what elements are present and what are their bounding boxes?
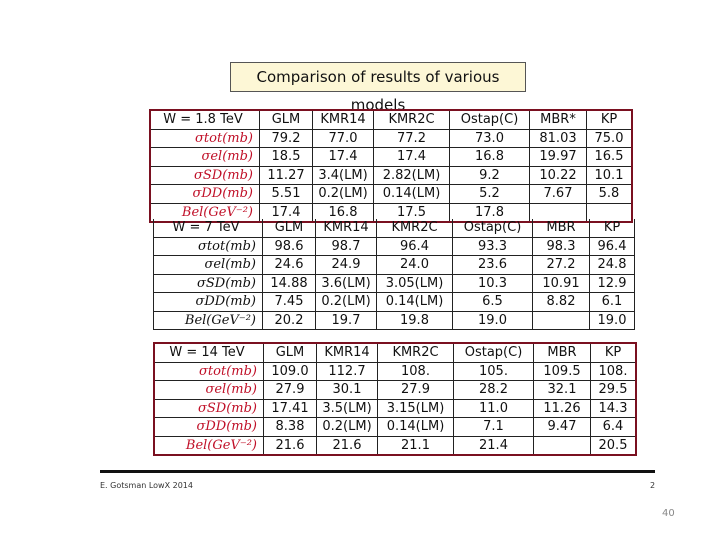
cell: 11.0	[454, 399, 534, 418]
table-row	[150, 185, 632, 204]
cell: 16.8	[450, 148, 530, 167]
cell: 20.5	[591, 436, 637, 455]
row-label: σSD(mb)	[154, 274, 263, 293]
results-table-14tev	[153, 342, 637, 456]
row-label: σDD(mb)	[154, 293, 263, 312]
cell: 17.5	[374, 203, 450, 222]
col-header-kmr14: KMR14	[316, 219, 377, 237]
cell: 27.9	[378, 381, 454, 400]
col-header-kp: KP	[590, 219, 635, 237]
cell: 21.4	[454, 436, 534, 455]
table-row	[150, 148, 632, 167]
col-header-kmr14: KMR14	[313, 110, 374, 129]
cell: 17.4	[374, 148, 450, 167]
col-header-ostap: Ostap(C)	[450, 110, 530, 129]
energy-label: W = 7 TeV	[154, 219, 263, 237]
cell: 24.6	[263, 256, 316, 275]
table-row	[154, 399, 636, 418]
cell: 17.4	[260, 203, 313, 222]
cell: 3.6(LM)	[316, 274, 377, 293]
cell: 11.26	[534, 399, 591, 418]
row-label: σSD(mb)	[154, 399, 264, 418]
cell: 3.05(LM)	[377, 274, 453, 293]
cell: 79.2	[260, 129, 313, 148]
cell: 17.41	[264, 399, 317, 418]
results-table-1-8tev	[149, 109, 633, 223]
col-header-ostap: Ostap(C)	[454, 343, 534, 362]
cell: 3.15(LM)	[378, 399, 454, 418]
cell: 93.3	[453, 237, 533, 256]
table-header-row	[150, 110, 632, 129]
cell: 14.88	[263, 274, 316, 293]
col-header-mbr: MBR*	[530, 110, 587, 129]
table-row	[150, 166, 632, 185]
col-header-kmr2c: KMR2C	[377, 219, 453, 237]
col-header-mbr: MBR	[533, 219, 590, 237]
slide-number: 40	[662, 508, 675, 519]
cell: 18.5	[260, 148, 313, 167]
table-row	[154, 362, 636, 381]
cell: 7.1	[454, 418, 534, 437]
cell: 3.4(LM)	[313, 166, 374, 185]
footer-page-number: 2	[650, 481, 656, 490]
row-label: Bel(GeV⁻²)	[154, 436, 264, 455]
row-label: σtot(mb)	[154, 237, 263, 256]
cell: 75.0	[587, 129, 633, 148]
cell: 96.4	[590, 237, 635, 256]
col-header-mbr: MBR	[534, 343, 591, 362]
cell: 17.4	[313, 148, 374, 167]
cell: 98.7	[316, 237, 377, 256]
row-label: Bel(GeV⁻²)	[150, 203, 260, 222]
table-row	[154, 274, 635, 293]
cell: 29.5	[591, 381, 637, 400]
cell: 108.	[378, 362, 454, 381]
cell: 21.6	[264, 436, 317, 455]
energy-label: W = 1.8 TeV	[150, 110, 260, 129]
cell: 23.6	[453, 256, 533, 275]
cell: 19.0	[453, 311, 533, 330]
cell: 28.2	[454, 381, 534, 400]
cell: 24.9	[316, 256, 377, 275]
cell: 0.2(LM)	[317, 418, 378, 437]
cell: 0.14(LM)	[378, 418, 454, 437]
cell: 5.8	[587, 185, 633, 204]
footer-author: E. Gotsman LowX 2014	[100, 481, 193, 490]
table-header-row	[154, 343, 636, 362]
results-table-7tev	[153, 219, 635, 330]
cell	[533, 311, 590, 330]
table-row	[154, 436, 636, 455]
row-label: Bel(GeV⁻²)	[154, 311, 263, 330]
cell: 14.3	[591, 399, 637, 418]
cell: 9.47	[534, 418, 591, 437]
row-label: σDD(mb)	[150, 185, 260, 204]
cell: 5.51	[260, 185, 313, 204]
cell: 24.0	[377, 256, 453, 275]
cell: 21.1	[378, 436, 454, 455]
cell: 2.82(LM)	[374, 166, 450, 185]
table-row	[154, 293, 635, 312]
cell: 30.1	[317, 381, 378, 400]
cell: 8.82	[533, 293, 590, 312]
cell: 81.03	[530, 129, 587, 148]
cell: 19.7	[316, 311, 377, 330]
cell: 9.2	[450, 166, 530, 185]
col-header-kmr2c: KMR2C	[374, 110, 450, 129]
table-row	[150, 129, 632, 148]
col-header-kp: KP	[587, 110, 633, 129]
cell: 11.27	[260, 166, 313, 185]
cell: 21.6	[317, 436, 378, 455]
table-row	[154, 381, 636, 400]
cell: 0.2(LM)	[316, 293, 377, 312]
cell: 108.	[591, 362, 637, 381]
cell: 6.1	[590, 293, 635, 312]
col-header-kmr2c: KMR2C	[378, 343, 454, 362]
col-header-ostap: Ostap(C)	[453, 219, 533, 237]
cell: 17.8	[450, 203, 530, 222]
row-label: σtot(mb)	[154, 362, 264, 381]
cell: 6.5	[453, 293, 533, 312]
cell: 10.91	[533, 274, 590, 293]
cell: 32.1	[534, 381, 591, 400]
col-header-glm: GLM	[263, 219, 316, 237]
cell: 20.2	[263, 311, 316, 330]
cell: 10.1	[587, 166, 633, 185]
cell: 19.8	[377, 311, 453, 330]
cell: 27.9	[264, 381, 317, 400]
table-header-row	[154, 219, 635, 237]
cell: 73.0	[450, 129, 530, 148]
cell: 98.3	[533, 237, 590, 256]
cell: 24.8	[590, 256, 635, 275]
table-row	[154, 418, 636, 437]
row-label: σtot(mb)	[150, 129, 260, 148]
cell: 109.0	[264, 362, 317, 381]
cell: 98.6	[263, 237, 316, 256]
cell: 0.2(LM)	[313, 185, 374, 204]
cell: 0.14(LM)	[374, 185, 450, 204]
cell: 112.7	[317, 362, 378, 381]
footer-divider	[100, 470, 655, 473]
cell: 77.2	[374, 129, 450, 148]
row-label: σel(mb)	[150, 148, 260, 167]
table-row	[154, 311, 635, 330]
cell: 16.8	[313, 203, 374, 222]
energy-label: W = 14 TeV	[154, 343, 264, 362]
cell: 16.5	[587, 148, 633, 167]
col-header-glm: GLM	[264, 343, 317, 362]
cell: 5.2	[450, 185, 530, 204]
cell: 77.0	[313, 129, 374, 148]
col-header-glm: GLM	[260, 110, 313, 129]
row-label: σel(mb)	[154, 256, 263, 275]
cell: 109.5	[534, 362, 591, 381]
cell: 0.14(LM)	[377, 293, 453, 312]
table-row	[154, 256, 635, 275]
cell: 7.67	[530, 185, 587, 204]
cell: 7.45	[263, 293, 316, 312]
table-row	[154, 237, 635, 256]
cell: 27.2	[533, 256, 590, 275]
cell: 8.38	[264, 418, 317, 437]
row-label: σDD(mb)	[154, 418, 264, 437]
cell	[534, 436, 591, 455]
cell: 105.	[454, 362, 534, 381]
col-header-kmr14: KMR14	[317, 343, 378, 362]
cell: 96.4	[377, 237, 453, 256]
cell: 6.4	[591, 418, 637, 437]
cell: 19.97	[530, 148, 587, 167]
col-header-kp: KP	[591, 343, 637, 362]
cell: 10.22	[530, 166, 587, 185]
cell: 3.5(LM)	[317, 399, 378, 418]
slide-title: Comparison of results of various models	[230, 62, 526, 92]
cell: 19.0	[590, 311, 635, 330]
cell: 12.9	[590, 274, 635, 293]
row-label: σel(mb)	[154, 381, 264, 400]
cell: 10.3	[453, 274, 533, 293]
row-label: σSD(mb)	[150, 166, 260, 185]
